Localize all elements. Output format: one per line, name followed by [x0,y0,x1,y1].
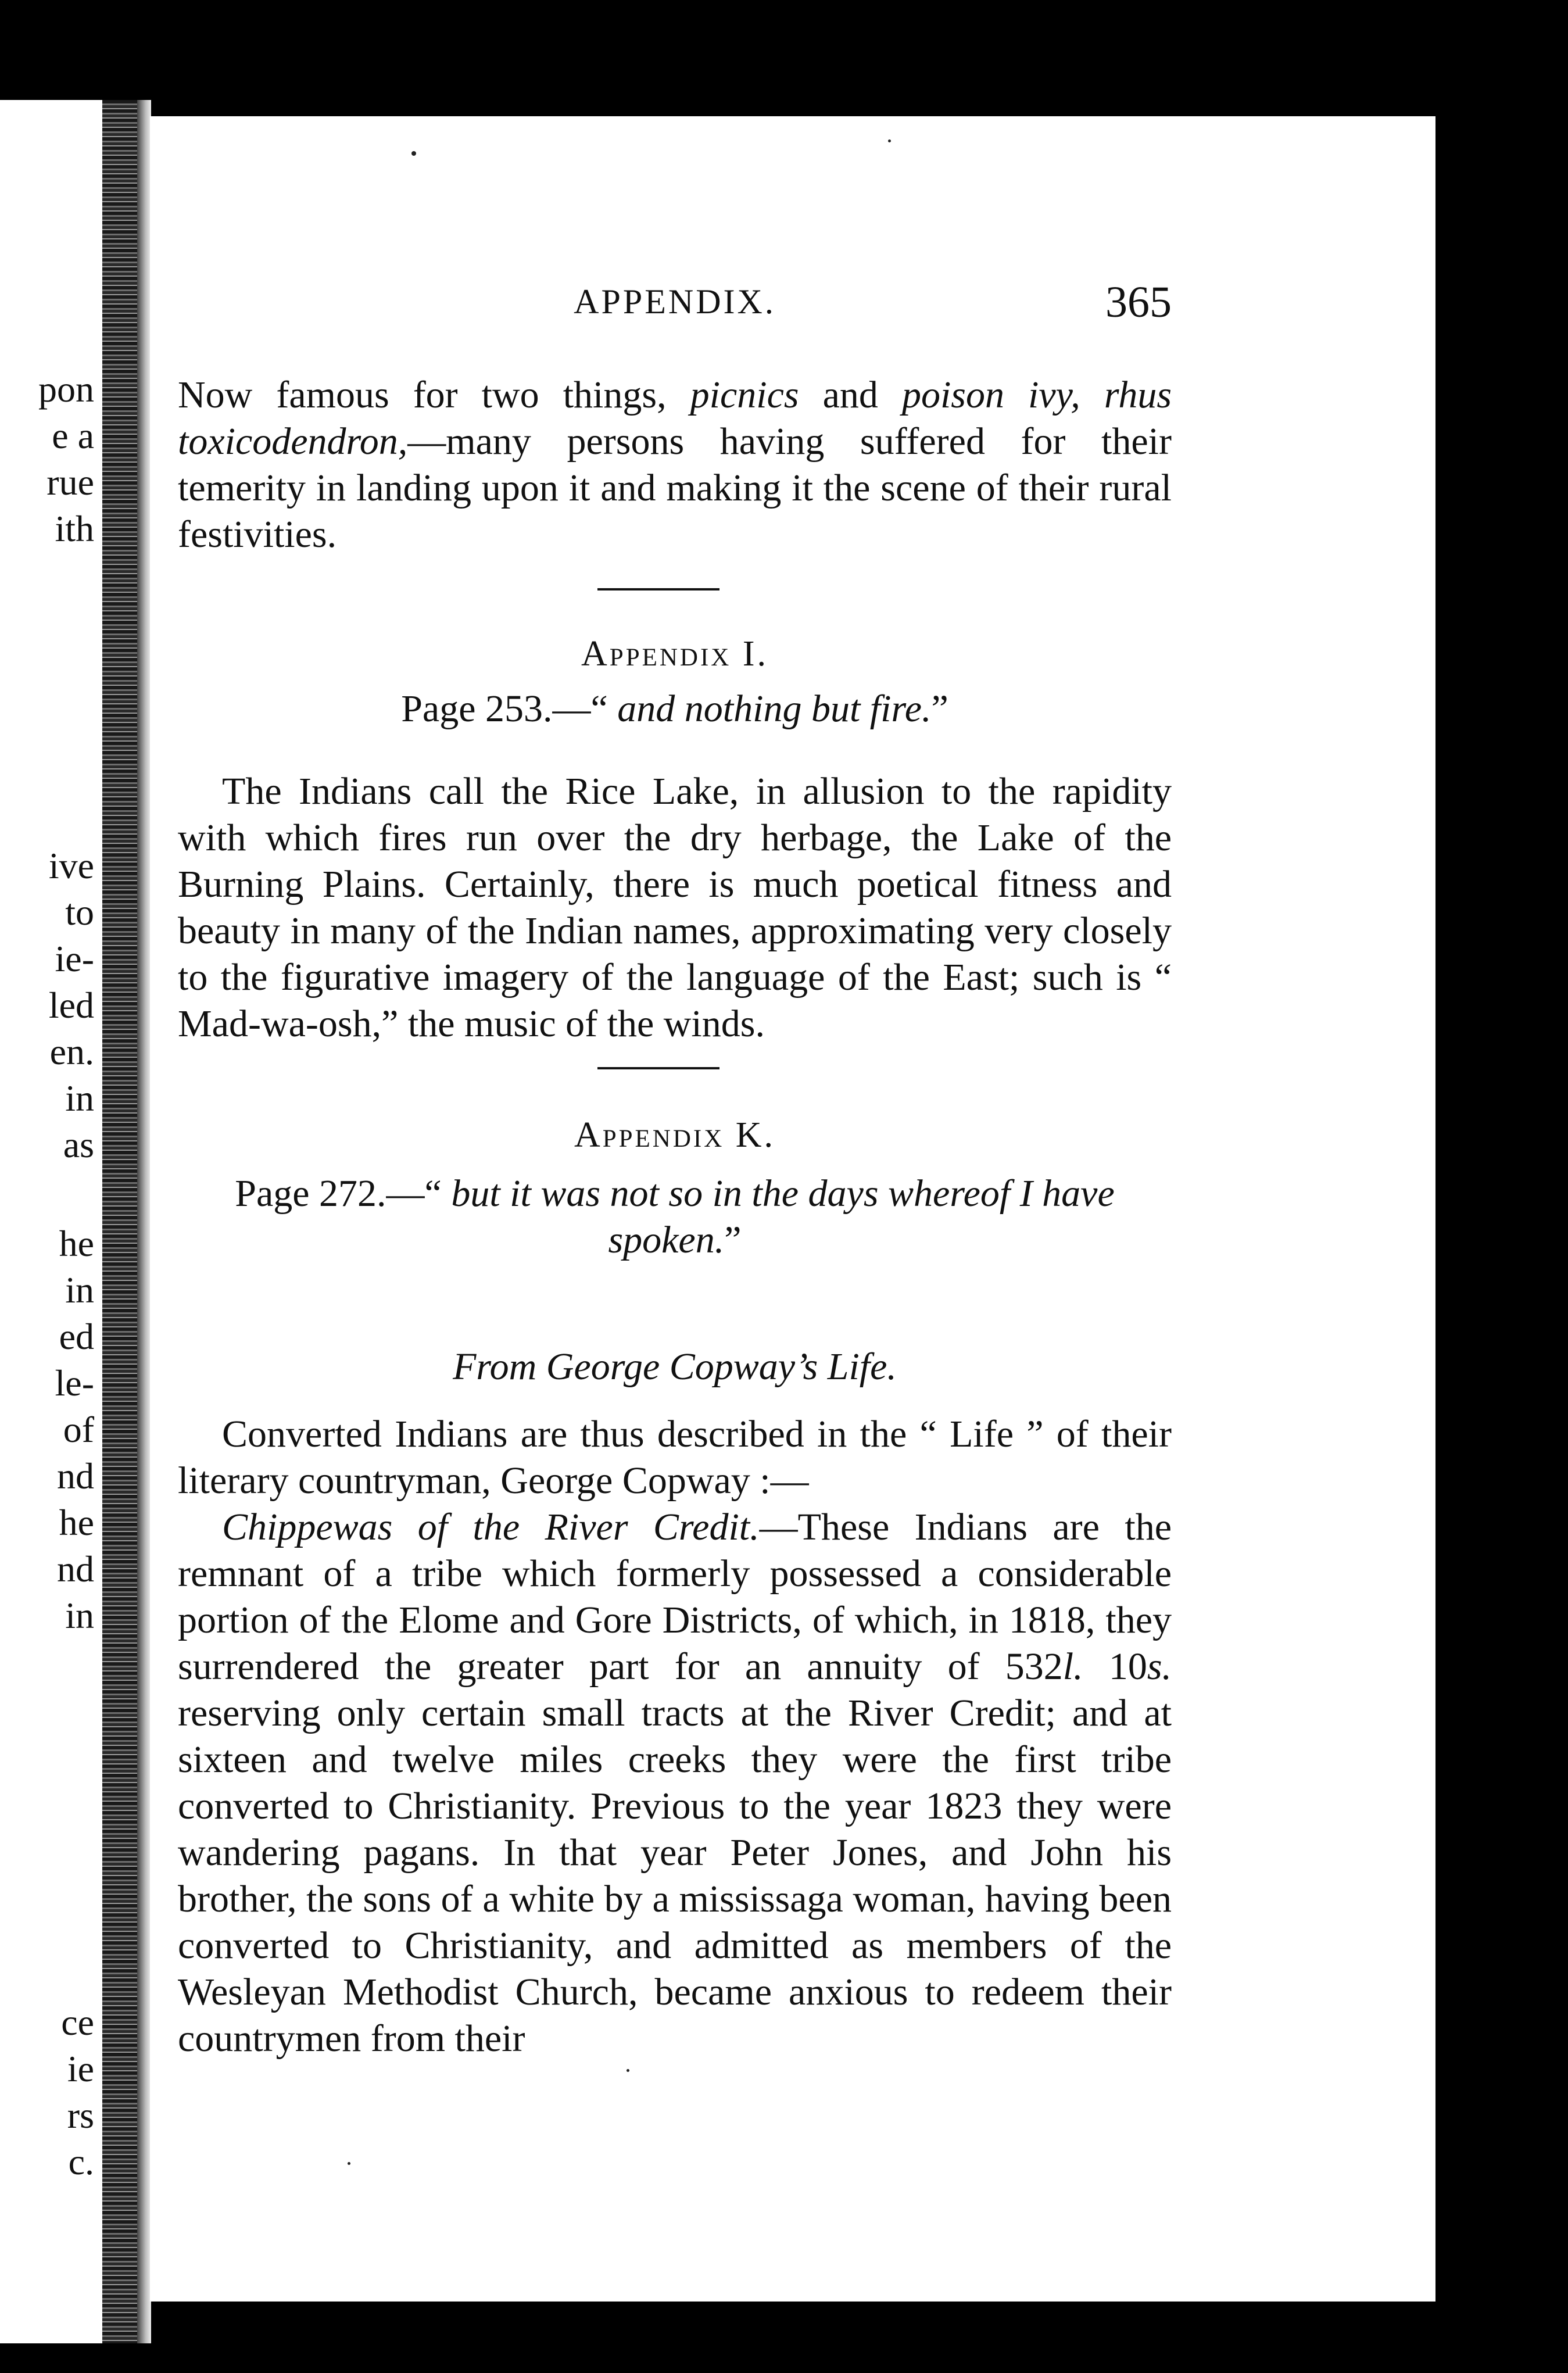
text-run: reserving only certain small tracts at the River Credit; and at sixteen and twelve miles creeks they were the first tribe converted to Christianity. Previous to the year 1823 they were wandering pagans. In that year Peter Jones, and John his brother, the sons of a white by a mississaga woman, having been converted to Christianity, and admitted as members of the Wesleyan Methodist Church, became anxious to redeem their countrymen from their [178,1692,1172,2060]
italic-run: l. [1062,1645,1083,1688]
facing-word: c. [68,2141,94,2182]
reference-quote: and nothing but fire. [617,688,932,730]
appendix-i-heading: Appendix I. [581,634,768,674]
reference-quote: but it was not so in the days whereof I have spoken. [451,1172,1115,1261]
facing-word: led [48,985,94,1026]
book-gutter [102,100,137,2343]
text-run: and [799,374,902,416]
facing-word: he [59,1502,94,1543]
facing-word: nd [57,1455,94,1497]
facing-word: e a [52,415,94,456]
source-attribution [178,1344,1172,1390]
paragraph-text: Converted Indians are thus described in the “ Life ” of their literary countryman, George Copway :— [178,1413,1172,1502]
appendix-k-body [178,1411,1172,2062]
facing-page-fragment [0,100,105,2343]
source-title: From George Copway’s Life. [453,1345,897,1388]
facing-word: rs [67,2095,94,2136]
section-rule [597,588,719,590]
appendix-k-heading: Appendix K. [574,1115,776,1155]
facing-word: pon [38,368,94,410]
facing-word: ce [61,2002,94,2043]
facing-word: in [65,1078,94,1119]
reference-close: ” [931,688,948,730]
facing-word: ith [55,508,94,549]
paragraph-text: The Indians call the Rice Lake, in allusion to the rapidity with which fires run over the dry herbage, the Lake of the Burning Plains. Certainly, there is much poetical fitness and beauty in many of the Indian names, approximating very closely to the figurative imagery of the language of the East; such is “ Mad-wa-osh,” the music of the winds. [178,770,1172,1045]
running-header [178,278,1172,334]
appendix-i-body [178,768,1172,1047]
italic-run: Chippewas of the River Credit. [222,1506,760,1548]
book-page [150,116,1435,2302]
reference-page: Page 253.—“ [401,688,618,730]
paragraph-text [178,1504,1172,2062]
print-speck [411,151,416,156]
text-run: —many persons having suffered for their temerity in landing upon it and making it the scene of their rural festivities. [178,420,1172,556]
section-rule [597,1067,719,1069]
running-title: APPENDIX. [574,282,776,321]
facing-word: ive [48,845,94,886]
print-speck [627,2069,629,2072]
continuation-paragraph [178,372,1172,558]
print-speck [888,139,891,142]
print-speck [348,2162,350,2165]
appendix-i-reference [178,686,1172,732]
facing-word: ed [59,1316,94,1357]
facing-word: to [65,892,94,933]
text-run: Now famous for two things, [178,374,690,416]
text-run: 10 [1083,1645,1147,1688]
italic-run: poison ivy, rhus toxicodendron, [178,374,1172,463]
text-run: —These Indians are the remnant of a tribe which formerly possessed a considerable portion of the Elome and Gore Districts, of which, in 1818, they surrendered the greater part for an annuity of 532 [178,1506,1172,1688]
facing-word: nd [57,1548,94,1590]
italic-run: picnics [690,374,799,416]
facing-word: rue [46,461,94,503]
facing-word: en. [49,1031,94,1072]
facing-word: of [63,1409,94,1450]
reference-close: ” [724,1219,742,1261]
gutter-shadow [137,100,151,2343]
facing-word: in [65,1595,94,1636]
facing-word: ie- [55,938,94,979]
paragraph-text [178,372,1172,558]
facing-word: as [63,1124,94,1165]
facing-word: le- [55,1362,94,1404]
facing-word: in [65,1269,94,1311]
appendix-k-reference [178,1171,1172,1264]
page-number: 365 [1105,278,1172,327]
reference-page: Page 272.—“ [235,1172,452,1215]
facing-word: ie [67,2048,94,2089]
facing-word: he [59,1223,94,1264]
italic-run: s. [1147,1645,1172,1688]
